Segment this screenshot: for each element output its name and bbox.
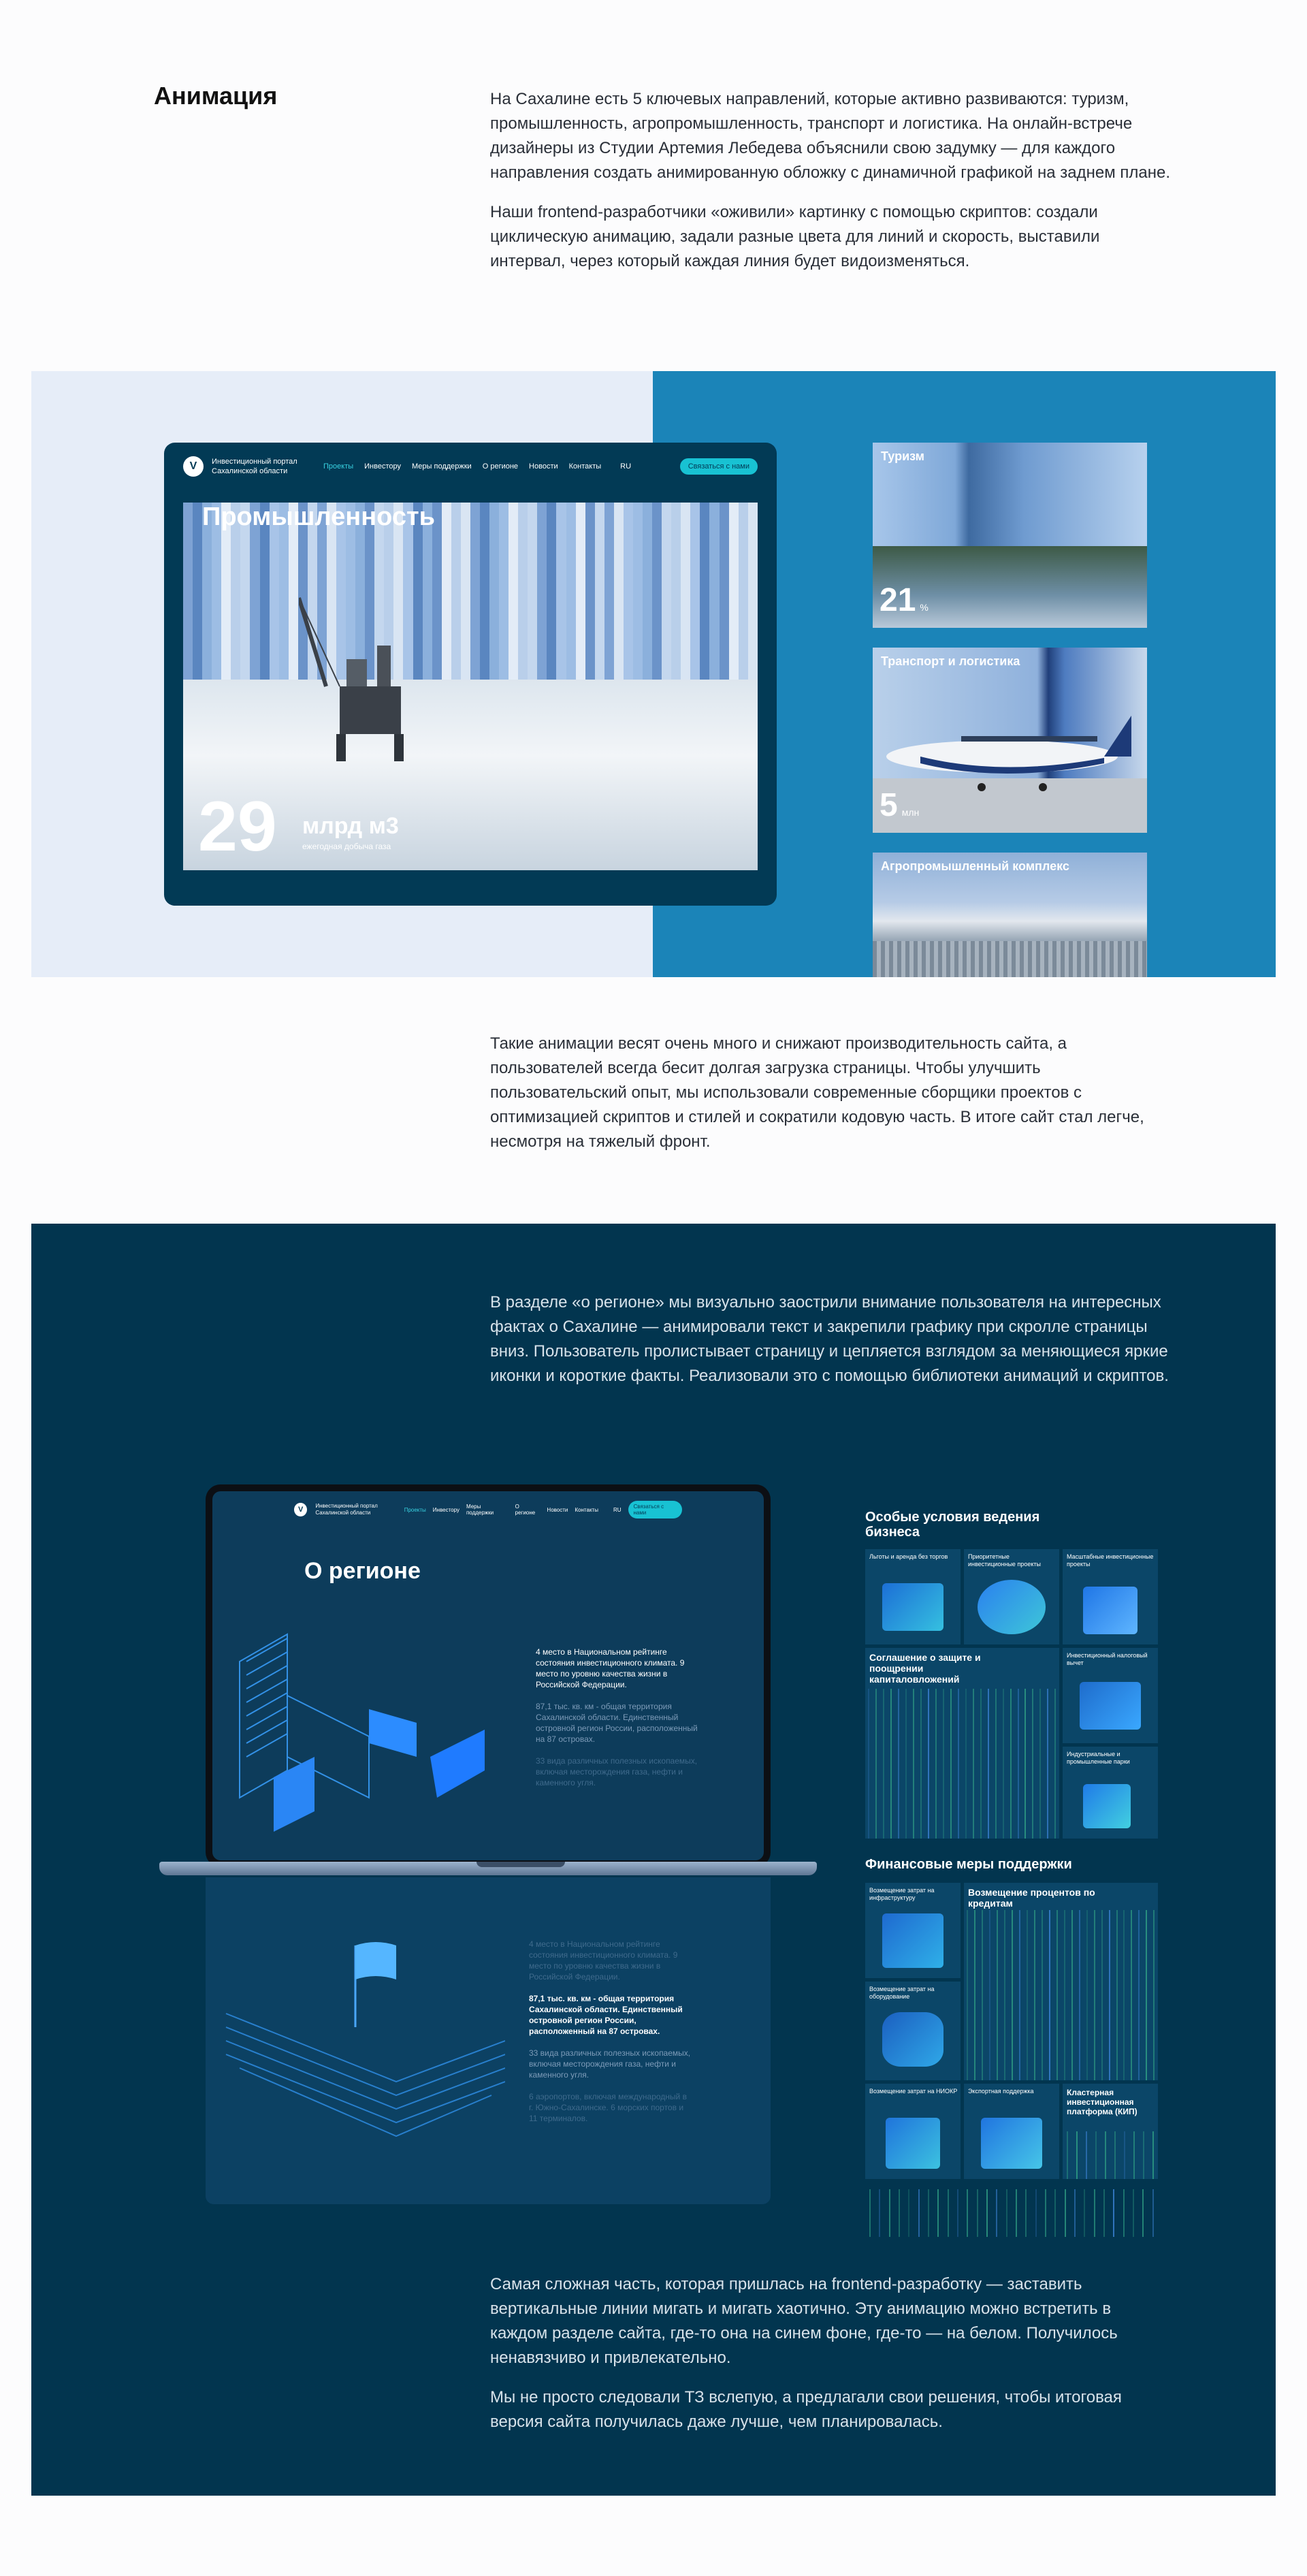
animation-text	[490, 87, 1171, 289]
line	[1105, 2131, 1106, 2179]
line	[974, 1910, 975, 2080]
line	[1074, 2189, 1076, 2237]
finance-tile-3[interactable]	[865, 1982, 961, 2080]
portal-name: Инвестиционный портал Сахалинской области	[315, 1503, 378, 1516]
line	[1047, 1689, 1048, 1839]
line	[890, 1689, 892, 1839]
stripe	[537, 503, 547, 680]
line	[996, 2189, 997, 2237]
line	[1032, 1689, 1033, 1839]
line	[918, 2189, 920, 2237]
nav-region[interactable]: О регионе	[515, 1504, 536, 1516]
card-tourism	[873, 443, 1147, 628]
line	[1123, 2189, 1125, 2237]
business-tile-5[interactable]	[1063, 1648, 1158, 1743]
business-panel-title: Особые условия ведения бизнеса	[865, 1510, 1040, 1540]
line	[1152, 2131, 1154, 2179]
oil-rig-image	[299, 584, 435, 761]
line	[1086, 1910, 1088, 2080]
line	[982, 1910, 983, 2080]
portal-nav	[183, 455, 758, 478]
line	[1010, 1689, 1012, 1839]
line	[1042, 1910, 1043, 2080]
nav-contacts[interactable]: Контакты	[568, 462, 602, 471]
line	[997, 1910, 998, 2080]
finance-tile-5[interactable]	[964, 2084, 1059, 2179]
animated-lines	[1063, 2131, 1158, 2179]
industry-hero	[183, 503, 758, 870]
card-number-value: 5	[880, 787, 898, 823]
stripe	[671, 503, 681, 680]
line	[965, 1689, 967, 1839]
line	[980, 1689, 982, 1839]
card-title: Транспорт и логистика	[881, 654, 1020, 668]
line	[950, 1689, 952, 1839]
stripe	[480, 503, 489, 680]
line	[1071, 1910, 1073, 2080]
stripe	[489, 503, 499, 680]
line	[1114, 2131, 1116, 2179]
stripe	[585, 503, 595, 680]
line	[988, 1689, 989, 1839]
tile-label: Экспортная поддержка	[968, 2088, 1034, 2095]
stripe	[442, 503, 451, 680]
line	[1116, 1910, 1118, 2080]
line	[1153, 1910, 1155, 2080]
line	[1018, 1689, 1019, 1839]
region-scroll-panel	[206, 1877, 771, 2204]
line	[1012, 1910, 1013, 2080]
line	[967, 1910, 968, 2080]
tile-label: Индустриальные и промышленные парки	[1067, 1751, 1130, 1765]
line	[868, 1689, 869, 1839]
nav-contacts[interactable]: Контакты	[575, 1506, 598, 1513]
line	[1049, 1910, 1050, 2080]
animation-paragraph-2: Наши frontend-разработчики «оживили» картинку с помощью скриптов: создали циклическую анимацию, задали разные цвета для линий и скорость, выставили интервал, через который каждая линия будет видоизменяться.	[490, 203, 1100, 270]
line	[898, 1689, 899, 1839]
card-unit: млн	[901, 807, 920, 818]
region-text	[490, 1290, 1171, 1388]
nav-support[interactable]: Меры поддержки	[466, 1504, 494, 1516]
lower-fact-4: 6 аэропортов, включая международный в г. Южно-Сахалинске. 6 морских портов и 11 терминалов.	[529, 2092, 687, 2123]
contact-button[interactable]: Связаться с нами	[680, 458, 758, 475]
line	[989, 1910, 990, 2080]
finance-tile-1[interactable]	[865, 1883, 961, 1978]
line	[928, 2189, 929, 2237]
tile-label: Масштабные инвестиционные проекты	[1067, 1553, 1154, 1568]
nav-projects[interactable]: Проекты	[323, 462, 354, 471]
stripe	[528, 503, 537, 680]
laptop-mockup	[206, 1484, 771, 1867]
line	[1133, 2131, 1135, 2179]
stripe	[576, 503, 585, 680]
animated-lines	[865, 1689, 1059, 1839]
line	[948, 2189, 949, 2237]
stripe	[183, 503, 193, 680]
line	[1101, 1910, 1103, 2080]
hero-number: 29	[198, 787, 277, 866]
tile-label: Льготы и аренда без торгов	[869, 1553, 948, 1560]
line	[1076, 2131, 1078, 2179]
stripe	[566, 503, 576, 680]
animated-lines-strip	[865, 2189, 1158, 2237]
line	[1142, 2189, 1144, 2237]
line	[1034, 1910, 1035, 2080]
stripe	[690, 503, 700, 680]
stripe	[748, 503, 758, 680]
line	[1133, 2189, 1134, 2237]
line	[1039, 1689, 1041, 1839]
portal-logo[interactable]: V	[294, 1503, 307, 1516]
line	[1067, 2131, 1068, 2179]
stripe	[681, 503, 690, 680]
line	[1094, 2189, 1095, 2237]
stripe	[604, 503, 614, 680]
line	[1054, 2189, 1056, 2237]
region-facts	[536, 1647, 699, 1799]
final-text	[490, 2272, 1171, 2449]
tile-graphic	[882, 2012, 943, 2067]
region-facts-lower	[529, 1939, 692, 2135]
isometric-illustration	[233, 1607, 491, 1832]
flag-illustration	[219, 1932, 505, 2150]
lang-switch[interactable]: RU	[613, 1506, 622, 1513]
line	[1079, 1910, 1080, 2080]
stripe	[624, 503, 633, 680]
tile-graphic	[1083, 1784, 1131, 1828]
line	[883, 1689, 884, 1839]
stripe	[720, 503, 729, 680]
finance-tile-4[interactable]	[865, 2084, 961, 2179]
tile-graphic	[981, 2118, 1042, 2169]
tile-graphic	[1083, 1587, 1137, 1634]
line	[1045, 2189, 1046, 2237]
nav-news[interactable]: Новости	[529, 462, 558, 471]
stripe	[709, 503, 719, 680]
line	[977, 2189, 978, 2237]
line	[1131, 1910, 1132, 2080]
finance-tile-2[interactable]	[964, 1883, 1158, 2080]
lower-fact-3: 33 вида различных полезных ископаемых, включая месторождения газа, нефти и каменного угля.	[529, 2048, 691, 2080]
line	[889, 2189, 890, 2237]
stripe	[729, 503, 739, 680]
final-paragraph-1: Самая сложная часть, которая пришлась на frontend-разработку — заставить вертикальные линии мигать и мигать хаотично. Эту анимацию можно встретить в каждом разделе сайта, где-то она на синем фоне, где-то — на белом. Получилось ненавязчиво и привлекательно.	[490, 2275, 1118, 2367]
line	[920, 1689, 922, 1839]
card-title: Туризм	[881, 449, 924, 463]
line	[869, 2189, 871, 2237]
card-unit: %	[920, 602, 929, 613]
line	[986, 2189, 988, 2237]
laptop-screen	[212, 1491, 764, 1860]
tile-label: Соглашение о защите и поощрении капиталовложений	[869, 1652, 981, 1685]
stripe	[193, 503, 202, 680]
line	[973, 1689, 974, 1839]
line	[899, 2189, 900, 2237]
line	[1143, 2131, 1144, 2179]
line	[1024, 1689, 1026, 1839]
card-number-value: 21	[880, 582, 916, 618]
animated-lines	[964, 1910, 1158, 2080]
line	[937, 2189, 939, 2237]
line	[1095, 2131, 1097, 2179]
airplane-image	[880, 709, 1138, 797]
stripe	[509, 503, 518, 680]
stripe	[614, 503, 624, 680]
finance-tile-6[interactable]	[1063, 2084, 1158, 2179]
tile-graphic	[1080, 1682, 1141, 1730]
card-number	[880, 788, 919, 830]
industry-page-mockup	[164, 443, 777, 906]
card-agro	[873, 853, 1147, 977]
line	[1027, 1910, 1028, 2080]
stripe	[470, 503, 480, 680]
line	[1054, 1689, 1056, 1839]
final-paragraph-2: Мы не просто следовали ТЗ вслепую, а предлагали свои решения, чтобы итоговая версия сайта получилась даже лучше, чем планировалась.	[490, 2388, 1122, 2431]
stripe	[652, 503, 662, 680]
line	[958, 1689, 959, 1839]
stripe	[556, 503, 566, 680]
region-section	[31, 1224, 1276, 2496]
card-title: Агропромышленный комплекс	[881, 859, 1069, 873]
business-tile-4[interactable]	[865, 1648, 1059, 1839]
business-tile-2[interactable]	[964, 1549, 1059, 1644]
animation-paragraph-1: На Сахалине есть 5 ключевых направлений, которые активно развиваются: туризм, промышленность, агропромышленность, транспорт и логистика. На онлайн-встрече дизайнеры из Студии Артемия Лебедева объяснили свою задумку — для каждого направления создать анимированную обложку с динамичной графикой на заднем плане.	[490, 90, 1171, 182]
region-paragraph: В разделе «о регионе» мы визуально заострили внимание пользователя на интересных фактах о Сахалине — анимировали текст и закрепили графику при скролле страницы вниз. Пользователь пролистывает страницу и цепляется взглядом за меняющиеся яркие иконки и короткие факты. Реализовали это с помощью библиотеки анимаций и скриптов.	[490, 1293, 1169, 1385]
line	[995, 1689, 997, 1839]
stripe	[595, 503, 604, 680]
card-number	[880, 583, 929, 625]
fact-3: 33 вида различных полезных ископаемых, включая месторождения газа, нефти и каменного угля.	[536, 1756, 698, 1787]
nav-news[interactable]: Новости	[547, 1506, 568, 1513]
stripe	[643, 503, 652, 680]
stripe	[547, 503, 556, 680]
animation-showcase	[31, 371, 1276, 977]
region-page-title: О регионе	[304, 1558, 421, 1584]
business-tile-6[interactable]	[1063, 1747, 1158, 1839]
line	[1123, 1910, 1125, 2080]
business-tile-3[interactable]	[1063, 1549, 1158, 1644]
lower-fact-2: 87,1 тыс. кв. км - общая территория Сахалинской области. Единственный островной регион России, расположенный на 87 островах.	[529, 1994, 683, 2036]
line	[1103, 2189, 1105, 2237]
lang-switch[interactable]: RU	[620, 462, 632, 471]
stripe	[700, 503, 709, 680]
tile-label: Возмещение затрат на НИОКР	[869, 2088, 958, 2095]
performance-text	[490, 1032, 1171, 1154]
line	[1065, 2189, 1066, 2237]
business-tile-1[interactable]	[865, 1549, 961, 1644]
laptop-notch	[477, 1862, 565, 1867]
line	[935, 1689, 937, 1839]
stripe	[461, 503, 470, 680]
line	[1025, 2189, 1027, 2237]
tile-label: Возмещение затрат на инфраструктуру	[869, 1887, 935, 1901]
stripe	[633, 503, 643, 680]
line	[905, 1689, 907, 1839]
lower-fact-1: 4 место в Национальном рейтинге состояния инвестиционного климата. 9 место по уровню качества жизни в Российской Федерации.	[529, 1939, 678, 1982]
laptop-base	[159, 1862, 817, 1875]
line	[1109, 1910, 1110, 2080]
line	[1016, 2189, 1017, 2237]
tile-graphic	[882, 1913, 943, 1968]
line	[913, 1689, 914, 1839]
tile-graphic	[882, 1583, 943, 1631]
card-transport	[873, 648, 1147, 833]
line	[1094, 1910, 1095, 2080]
line	[1086, 2131, 1087, 2179]
nav-support[interactable]: Меры поддержки	[412, 462, 472, 471]
line	[908, 2189, 909, 2237]
fact-1: 4 место в Национальном рейтинге состояния инвестиционного климата. 9 место по уровню качества жизни в Российской Федерации.	[536, 1647, 685, 1689]
line	[1152, 2189, 1154, 2237]
fact-2: 87,1 тыс. кв. км - общая территория Сахалинской области. Единственный островной регион России, расположенный на 87 островах.	[536, 1702, 698, 1744]
line	[967, 2189, 968, 2237]
nav-projects[interactable]: Проекты	[404, 1506, 426, 1513]
stripe	[662, 503, 671, 680]
line	[1035, 2189, 1037, 2237]
stripe	[739, 503, 748, 680]
tile-graphic	[886, 2118, 940, 2169]
line	[943, 1689, 944, 1839]
hero-title: Промышленность	[202, 503, 435, 531]
line	[1113, 2189, 1114, 2237]
stripe	[499, 503, 509, 680]
tile-label: Инвестиционный налоговый вычет	[1067, 1652, 1148, 1666]
hero-unit: млрд м3	[302, 813, 399, 839]
line	[928, 1689, 929, 1839]
tile-label: Возмещение процентов по кредитам	[968, 1887, 1095, 1909]
tile-label: Кластерная инвестиционная платформа (КИП)	[1067, 2088, 1137, 2116]
line	[1003, 1689, 1004, 1839]
finance-panel-title: Финансовые меры поддержки	[865, 1857, 1072, 1872]
performance-paragraph: Такие анимации весят очень много и снижают производительность сайта, а пользователей всегда бесит долгая загрузка страницы. Чтобы улучшить пользовательский опыт, мы использовали современные сборщики проектов с оптимизацией скриптов и стилей и сократили кодовую часть. В итоге сайт стал легче, несмотря на тяжелый фронт.	[490, 1034, 1144, 1151]
line	[1004, 1910, 1005, 2080]
tile-graphic	[978, 1580, 1046, 1634]
line	[875, 1689, 877, 1839]
line	[1124, 2131, 1125, 2179]
section-title-animation: Анимация	[154, 82, 278, 110]
line	[1084, 2189, 1085, 2237]
portal-name: Инвестиционный портал Сахалинской области	[212, 458, 297, 475]
line	[1146, 1910, 1147, 2080]
line	[1064, 1910, 1065, 2080]
line	[1138, 1910, 1140, 2080]
portal-logo[interactable]: V	[183, 456, 204, 477]
line	[1056, 1910, 1058, 2080]
line	[1019, 1910, 1020, 2080]
line	[957, 2189, 958, 2237]
tile-label: Приоритетные инвестиционные проекты	[968, 1553, 1041, 1568]
line	[879, 2189, 880, 2237]
nav-region[interactable]: О регионе	[482, 462, 519, 471]
nav-investor[interactable]: Инвестору	[364, 462, 401, 471]
tile-label: Возмещение затрат на оборудование	[869, 1986, 935, 2000]
hero-caption: ежегодная добыча газа	[302, 842, 391, 851]
stripe	[451, 503, 461, 680]
contact-button[interactable]: Связаться с нами	[628, 1501, 682, 1518]
nav-investor[interactable]: Инвестору	[432, 1506, 459, 1513]
stripe	[518, 503, 528, 680]
line	[1006, 2189, 1007, 2237]
laptop-nav	[294, 1501, 682, 1518]
